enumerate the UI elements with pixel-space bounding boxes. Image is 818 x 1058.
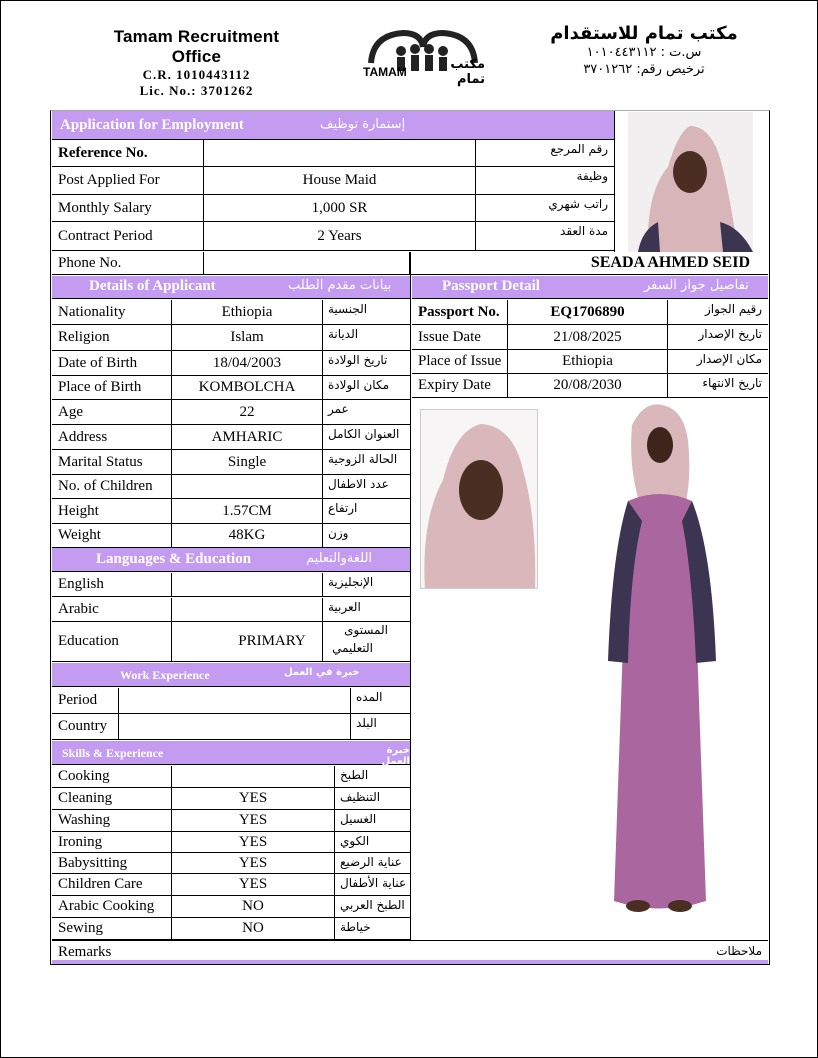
applicant-row-label-ar: عمر — [328, 402, 349, 416]
applicant-row-label: Place of Birth — [58, 379, 142, 395]
passport-title-en: Passport Detail — [442, 278, 540, 294]
office-license-ar: ترخيص رقم: ٣٧٠١٢٦٢ — [583, 62, 705, 77]
applicant-row-label-ar: عدد الاطفال — [328, 477, 389, 491]
passport-row-label: Expiry Date — [418, 377, 491, 393]
application-row-label: Reference No. — [58, 144, 148, 161]
application-row-value: 2 Years — [317, 227, 362, 244]
office-cr-ar: س.ت : ١٠١٠٤٤٣١١٢ — [586, 45, 702, 60]
application-row — [52, 195, 614, 222]
skill-row-value: YES — [238, 812, 268, 828]
applicant-row-value: 18/04/2003 — [212, 354, 282, 371]
skill-row-value: YES — [238, 854, 268, 871]
applicant-row-label-ar: العنوان الكامل — [328, 427, 400, 441]
application-row-label: Post Applied For — [58, 172, 160, 188]
application-row — [52, 167, 614, 195]
skill-row-label: Cleaning — [58, 790, 113, 806]
language-row-value — [172, 573, 322, 596]
office-name-ar: مكتب تمام للاستقدام — [550, 23, 738, 44]
skills-header — [52, 741, 410, 765]
passport-row-label-ar: تاريخ الانتهاء — [702, 376, 762, 390]
application-title-ar: إستمارة توظيف — [320, 117, 406, 132]
work-row — [52, 688, 410, 714]
skill-row-label-ar: عناية الرضيع — [340, 855, 402, 869]
remarks-row — [52, 940, 768, 964]
applicant-row-label-ar: مكان الولادة — [328, 378, 390, 392]
skill-row-value: YES — [238, 833, 268, 850]
application-row-value — [204, 140, 475, 166]
office-name-en: Tamam Recruitment Office — [113, 27, 280, 66]
application-row-value: 1,000 SR — [311, 199, 368, 216]
applicant-row-value: 1.57CM — [222, 502, 272, 519]
applicant-row-value: AMHARIC — [211, 428, 283, 445]
passport-row — [412, 325, 768, 350]
remarks-label: Remarks — [58, 944, 112, 960]
passport-row-label-ar: مكان الإصدار — [696, 352, 762, 366]
full-body-photo — [588, 401, 753, 939]
passport-row-label: Passport No. — [418, 303, 500, 320]
applicant-row — [52, 376, 410, 400]
applicant-row — [52, 450, 410, 475]
office-cr-en: C.R. 1010443112 — [142, 67, 251, 82]
work-row-value — [119, 714, 350, 739]
skill-row-label-ar: التنظيف — [340, 790, 381, 804]
skill-row-value: YES — [238, 790, 268, 806]
applicant-header — [52, 276, 410, 299]
language-row-label: Arabic — [58, 601, 99, 617]
work-title-en: Work Experience — [120, 668, 210, 682]
passport-row-label: Issue Date — [418, 328, 481, 345]
applicant-row — [52, 351, 410, 376]
applicant-row — [52, 475, 410, 499]
applicant-headshot-photo — [628, 112, 753, 252]
skill-row — [52, 810, 410, 832]
education-row — [52, 622, 410, 662]
applicant-row-value: 48KG — [228, 527, 266, 543]
skill-row-value: YES — [238, 876, 268, 892]
education-label-ar-2: التعليمي — [332, 641, 373, 655]
work-title-ar: خبرة في العمل — [284, 667, 360, 678]
skill-row-label-ar: عناية الأطفال — [340, 876, 407, 890]
application-row-label-ar: مدة العقد — [560, 224, 608, 238]
passport-row — [412, 374, 768, 398]
skill-row-value: NO — [242, 920, 264, 936]
applicant-row-label: Nationality — [58, 303, 126, 320]
applicant-row-label: Marital Status — [58, 453, 143, 470]
work-row-value — [119, 688, 350, 713]
skills-title-ar: خبرة العمل — [381, 745, 410, 767]
applicant-row — [52, 400, 410, 425]
applicant-title-ar: بيانات مقدم الطلب — [288, 278, 392, 293]
language-row-label: English — [58, 576, 104, 592]
application-row-label: Contract Period — [58, 227, 153, 244]
phone-label: Phone No. — [58, 255, 122, 271]
applicant-row — [52, 524, 410, 548]
office-license-en: Lic. No.: 3701262 — [139, 83, 254, 98]
work-row-label-ar: البلد — [356, 716, 377, 730]
application-row-label-ar: رقم المرجع — [550, 142, 608, 156]
applicant-row-label-ar: تاريخ الولادة — [328, 353, 388, 367]
applicant-row-label: Date of Birth — [58, 354, 138, 371]
applicant-row-value: Islam — [230, 329, 264, 345]
application-row — [52, 140, 614, 167]
passport-title-ar: تفاصيل جواز السفر — [644, 278, 749, 293]
applicant-row — [52, 499, 410, 524]
applicant-title-en: Details of Applicant — [89, 278, 216, 294]
skill-row-label: Washing — [58, 812, 111, 828]
passport-row-value: 21/08/2025 — [553, 328, 622, 345]
applicant-row — [52, 300, 410, 325]
applicant-row-label: Address — [58, 428, 108, 445]
application-title-en: Application for Employment — [60, 117, 244, 133]
languages-title-en: Languages & Education — [96, 551, 252, 567]
application-row — [52, 222, 614, 251]
languages-title-ar: اللغةوالتعليم — [306, 551, 373, 566]
applicant-row-label: Age — [58, 403, 83, 420]
application-row-label: Monthly Salary — [58, 199, 152, 216]
applicant-row-label-ar: وزن — [328, 526, 349, 540]
skill-row-label: Arabic Cooking — [58, 898, 155, 914]
applicant-row-value: Single — [227, 453, 267, 470]
applicant-row — [52, 325, 410, 351]
applicant-row-value: 22 — [239, 403, 255, 420]
skill-row — [52, 896, 410, 918]
skill-row-label-ar: الكوي — [340, 834, 370, 848]
skill-row-label: Babysitting — [58, 854, 128, 871]
applicant-row-label-ar: الجنسية — [328, 302, 368, 316]
skill-row — [52, 874, 410, 896]
applicant-row-label: Height — [58, 502, 99, 519]
work-row-label-ar: المده — [356, 690, 383, 704]
applicant-full-name: SEADA AHMED SEID — [590, 254, 750, 271]
applicant-row-label: Weight — [58, 527, 101, 543]
logo-text-ar: مكتب تمام — [450, 57, 485, 87]
skill-row-label: Cooking — [58, 768, 110, 784]
skill-row-value: NO — [242, 898, 264, 914]
skill-row — [52, 766, 410, 788]
skill-row-label-ar: الغسيل — [340, 812, 377, 826]
language-row — [52, 573, 410, 597]
applicant-row-label: Religion — [58, 329, 110, 345]
skills-title-en: Skills & Experience — [62, 746, 164, 760]
skill-row — [52, 788, 410, 810]
passport-row-label-ar: رقيم الجواز — [704, 302, 762, 316]
languages-header — [52, 548, 410, 572]
skill-row — [52, 853, 410, 874]
logo-text-en: TAMAM — [363, 65, 407, 79]
work-header — [52, 663, 410, 687]
tamam-logo — [363, 21, 485, 87]
passport-row — [412, 350, 768, 374]
applicant-row-label-ar: الحالة الزوجية — [328, 452, 398, 466]
applicant-row-label: No. of Children — [58, 478, 153, 494]
passport-row-label: Place of Issue — [418, 353, 502, 369]
education-value: PRIMARY — [238, 633, 306, 649]
language-row-label-ar: الإنجليزية — [328, 575, 374, 589]
applicant-row-value: KOMBOLCHA — [198, 379, 296, 395]
work-row-label: Country — [58, 718, 108, 734]
skill-row-label-ar: الطبخ العربي — [340, 898, 405, 912]
remarks-label-ar: ملاحظات — [716, 944, 762, 958]
applicant-row-value — [172, 475, 322, 498]
skill-row-label: Children Care — [58, 876, 143, 892]
education-label: Education — [58, 633, 119, 649]
application-row-label-ar: راتب شهري — [548, 197, 608, 211]
passport-row — [412, 300, 768, 325]
skill-row-label: Ironing — [58, 833, 103, 850]
education-label-ar-1: المستوى — [344, 623, 388, 637]
application-row-value: House Maid — [302, 172, 377, 188]
application-row-label-ar: وظيفة — [576, 169, 608, 183]
passport-row-value: 20/08/2030 — [553, 377, 622, 393]
work-row — [52, 714, 410, 740]
passport-header — [412, 276, 768, 299]
skill-row — [52, 918, 410, 940]
letterhead-arabic — [539, 23, 749, 78]
passport-row-value: EQ1706890 — [550, 303, 625, 320]
applicant-row-label-ar: الديانة — [328, 327, 359, 341]
passport-row-value: Ethiopia — [562, 353, 613, 369]
skill-row-value — [172, 766, 334, 787]
passport-row-label-ar: تاريخ الإصدار — [698, 327, 762, 341]
passport-photo — [420, 409, 538, 589]
skill-row-label-ar: الطبخ — [340, 768, 369, 782]
skill-row — [52, 832, 410, 853]
applicant-row-value: Ethiopia — [221, 303, 273, 320]
application-header — [52, 111, 614, 140]
skill-row-label-ar: خياطة — [340, 920, 371, 934]
applicant-row-label-ar: ارتفاع — [328, 501, 358, 515]
language-row — [52, 598, 410, 622]
language-row-label-ar: العربية — [328, 600, 361, 614]
language-row-value — [172, 598, 322, 621]
applicant-row — [52, 425, 410, 450]
work-row-label: Period — [58, 692, 98, 708]
letterhead-english — [89, 27, 304, 99]
skill-row-label: Sewing — [58, 920, 103, 936]
